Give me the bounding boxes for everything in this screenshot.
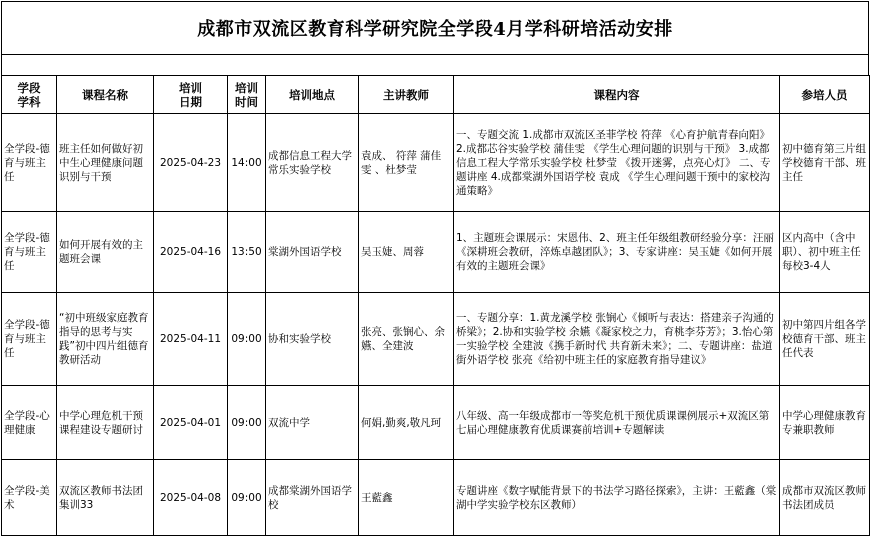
cell-time: 09:00 <box>228 386 266 460</box>
schedule-table <box>1 75 870 536</box>
cell-subject: 全学段-德育与班主任 <box>2 293 57 386</box>
cell-course: 中学心理危机干预课程建设专题研讨 <box>57 386 154 460</box>
header-time: 培训 时间 <box>228 76 266 114</box>
cell-content: 1、主题班会课展示：宋恩伟、2、班主任年级组教研经验分享：汪丽《深耕班会教研，淬炼卓越团队》；3、专家讲座：吴玉婕《如何开展有效的主题班会课》 <box>454 212 780 293</box>
cell-place: 棠湖外国语学校 <box>266 212 359 293</box>
cell-audience: 区内高中（含中职）、初中班主任每校3-4人 <box>780 212 870 293</box>
table-row <box>2 114 870 212</box>
header-course: 课程名称 <box>57 76 154 114</box>
cell-content: 专题讲座《数字赋能背景下的书法学习路径探索》，主讲：王藍鑫（棠湖中学实验学校东区教师） <box>454 460 780 536</box>
header-audience: 参培人员 <box>780 76 870 114</box>
cell-content: 一、专题分享：1.黄龙溪学校 张锎心《倾听与表达：搭建亲子沟通的桥梁》；2.协和实验学校 余嬿《凝家校之力，育桃李芬芳》；3.怡心第一实验学校 全建波《携手新时代 共育新未来》；二、专题讲座：盐道街外语学校 张亮《给初中班主任的家庭教育指导建议》 <box>454 293 780 386</box>
cell-subject: 全学段-心理健康 <box>2 386 57 460</box>
cell-place: 成都信息工程大学常乐实验学校 <box>266 114 359 212</box>
table-row <box>2 212 870 293</box>
cell-time: 14:00 <box>228 114 266 212</box>
cell-course: 班主任如何做好初中生心理健康问题识别与干预 <box>57 114 154 212</box>
cell-audience: 初中第四片组各学校德育干部、班主任代表 <box>780 293 870 386</box>
cell-content: 八年级、高一年级成都市一等奖危机干预优质课课例展示+双流区第七届心理健康教育优质课赛前培训+专题解读 <box>454 386 780 460</box>
cell-time: 09:00 <box>228 460 266 536</box>
cell-time: 13:50 <box>228 212 266 293</box>
header-teacher: 主讲教师 <box>359 76 454 114</box>
header-place: 培训地点 <box>266 76 359 114</box>
cell-teacher: 袁成、 符萍 蒲佳雯 、杜梦莹 <box>359 114 454 212</box>
cell-course: “初中班级家庭教育指导的思考与实践”初中四片组德育教研活动 <box>57 293 154 386</box>
header-row <box>2 76 870 114</box>
cell-teacher: 张亮、张锎心、余嬿、全建波 <box>359 293 454 386</box>
cell-date: 2025-04-16 <box>154 212 228 293</box>
cell-time: 09:00 <box>228 293 266 386</box>
cell-teacher: 吴玉婕、周蓉 <box>359 212 454 293</box>
cell-place: 协和实验学校 <box>266 293 359 386</box>
cell-content: 一、专题交流 1.成都市双流区圣菲学校 符萍 《心育护航青春向阳》 2.成都芯谷实验学校 蒲佳雯 《学生心理问题的识别与干预》 3.成都信息工程大学常乐实验学校 杜梦莹 《拨开迷雾，点亮心灯》 二、专题讲座 4.成都棠湖外国语学校 袁成 《学生心理问题干预中的家校沟通策略》 <box>454 114 780 212</box>
cell-subject: 全学段-德育与班主任 <box>2 114 57 212</box>
blank-row <box>1 55 869 75</box>
cell-course: 如何开展有效的主题班会课 <box>57 212 154 293</box>
table-row <box>2 460 870 536</box>
cell-teacher: 王藍鑫 <box>359 460 454 536</box>
page-title: 成都市双流区教育科学研究院全学段4月学科研培活动安排 <box>1 1 869 55</box>
cell-place: 成都棠湖外国语学校 <box>266 460 359 536</box>
cell-course: 双流区教师书法团集训33 <box>57 460 154 536</box>
table-row <box>2 386 870 460</box>
cell-date: 2025-04-08 <box>154 460 228 536</box>
header-content: 课程内容 <box>454 76 780 114</box>
table-row <box>2 293 870 386</box>
cell-audience: 初中德育第三片组学校德育干部、班主任 <box>780 114 870 212</box>
cell-subject: 全学段-美术 <box>2 460 57 536</box>
cell-teacher: 何娟,勤爽,敬凡珂 <box>359 386 454 460</box>
header-subject: 学段 学科 <box>2 76 57 114</box>
cell-audience: 中学心理健康教育专兼职教师 <box>780 386 870 460</box>
cell-date: 2025-04-11 <box>154 293 228 386</box>
header-date: 培训 日期 <box>154 76 228 114</box>
cell-place: 双流中学 <box>266 386 359 460</box>
cell-date: 2025-04-23 <box>154 114 228 212</box>
cell-subject: 全学段-德育与班主任 <box>2 212 57 293</box>
cell-audience: 成都市双流区教师书法团成员 <box>780 460 870 536</box>
cell-date: 2025-04-01 <box>154 386 228 460</box>
